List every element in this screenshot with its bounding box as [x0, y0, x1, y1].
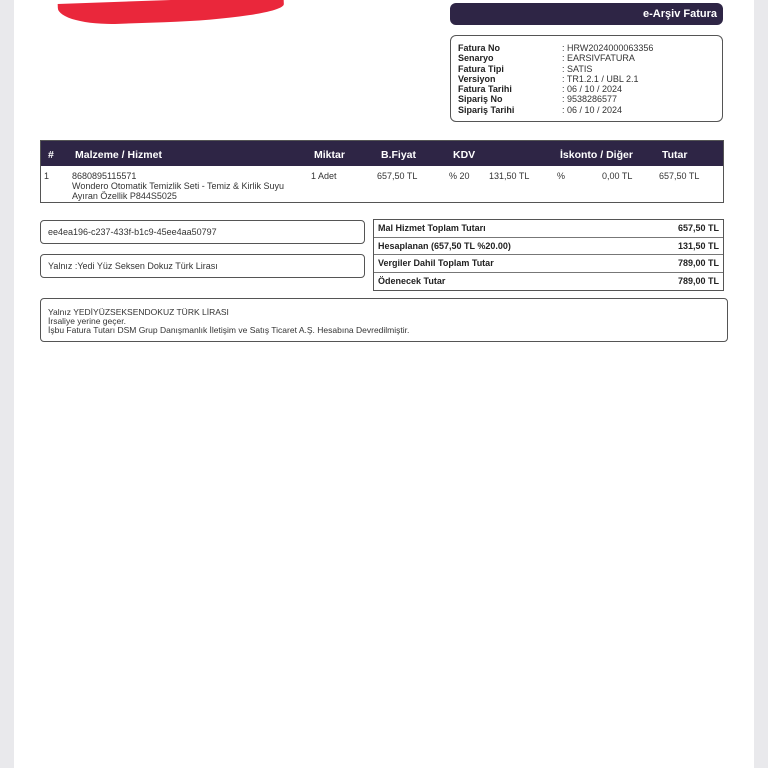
- invoice-info-box: [450, 35, 723, 122]
- amount-in-words-box: Yalnız :Yedi Yüz Seksen Dokuz Türk Lirası: [40, 254, 365, 278]
- row-product-name-line2: Ayıran Özellik P844S5025: [72, 191, 177, 201]
- info-label: Fatura Tarihi: [458, 84, 512, 95]
- row-total: 657,50 TL: [659, 171, 700, 181]
- info-label: Fatura Tipi: [458, 63, 504, 74]
- info-value: : EARSIVFATURA: [562, 53, 635, 64]
- total-value: 657,50 TL: [677, 223, 719, 234]
- info-label: Sipariş No: [458, 94, 503, 105]
- info-value: : HRW2024000063356: [562, 43, 654, 53]
- row-product-name-line1: Wondero Otomatik Temizlik Seti - Temiz & Kirlik Suyu: [72, 181, 285, 191]
- col-header-total: Tutar: [662, 149, 688, 161]
- row-price: 657,50 TL: [377, 171, 418, 181]
- col-header-price: B.Fiyat: [381, 149, 417, 161]
- total-label: Vergiler Dahil Toplam Tutar: [378, 258, 494, 269]
- info-label: Fatura No: [458, 43, 501, 53]
- ettn-box: ee4ea196-c237-433f-b1c9-45ee4aa50797: [40, 220, 365, 244]
- row-discount-rate: %: [557, 171, 566, 181]
- col-header-discount: İskonto / Diğer: [560, 149, 633, 161]
- row-product-code: 8680895115571: [72, 171, 137, 181]
- info-row-scenario: [458, 53, 722, 63]
- info-row-invoice-no: [458, 43, 722, 53]
- info-value: : 9538286577: [562, 94, 618, 105]
- total-label: Hesaplanan (657,50 TL %20.00): [378, 240, 511, 251]
- info-row-version: [458, 74, 722, 84]
- info-value: : SATIS: [562, 63, 593, 74]
- info-row-invoice-date: [458, 84, 722, 94]
- info-label: Senaryo: [458, 53, 494, 64]
- total-value: 789,00 TL: [677, 258, 719, 269]
- row-kdv-amount: 131,50 TL: [489, 171, 530, 181]
- info-value: : TR1.2.1 / UBL 2.1: [562, 73, 639, 84]
- total-row-payable: [374, 273, 723, 291]
- info-row-order-no: [458, 94, 722, 104]
- total-value: 789,00 TL: [677, 276, 719, 287]
- total-label: Ödenecek Tutar: [378, 276, 446, 287]
- info-label: Sipariş Tarihi: [458, 104, 515, 115]
- note-line: İrsaliye yerine geçer.: [48, 315, 126, 326]
- col-header-item: Malzeme / Hizmet: [75, 149, 162, 161]
- table-row: [41, 166, 723, 202]
- info-value: : 06 / 10 / 2024: [562, 84, 623, 95]
- info-row-invoice-type: [458, 64, 722, 74]
- items-table-header: [41, 141, 723, 166]
- totals-table: [373, 219, 724, 291]
- col-header-num: #: [48, 149, 54, 161]
- total-row-incl-tax: [374, 255, 723, 273]
- items-table: [40, 140, 724, 203]
- note-line: İşbu Fatura Tutarı DSM Grup Danışmanlık İletişim ve Satış Ticaret A.Ş. Hesabına Devredilmiştir.: [48, 324, 410, 335]
- col-header-qty: Miktar: [314, 149, 345, 161]
- info-row-order-date: [458, 105, 722, 115]
- row-kdv-rate: % 20: [449, 171, 470, 181]
- col-header-kdv: KDV: [453, 149, 476, 161]
- total-row-goods-services: [374, 220, 723, 238]
- total-value: 131,50 TL: [677, 240, 719, 251]
- document-title: e-Arşiv Fatura: [450, 3, 723, 25]
- row-qty: 1 Adet: [311, 171, 337, 181]
- total-label: Mal Hizmet Toplam Tutarı: [378, 223, 486, 234]
- total-row-calculated-tax: [374, 238, 723, 256]
- info-value: : 06 / 10 / 2024: [562, 104, 623, 115]
- notes-box: [40, 298, 728, 342]
- row-discount-amount: 0,00 TL: [602, 171, 633, 181]
- row-num: 1: [44, 171, 50, 181]
- info-label: Versiyon: [458, 73, 496, 84]
- note-line: Yalnız YEDİYÜZSEKSENDOKUZ TÜRK LİRASI: [48, 307, 229, 317]
- row-description: [72, 171, 284, 201]
